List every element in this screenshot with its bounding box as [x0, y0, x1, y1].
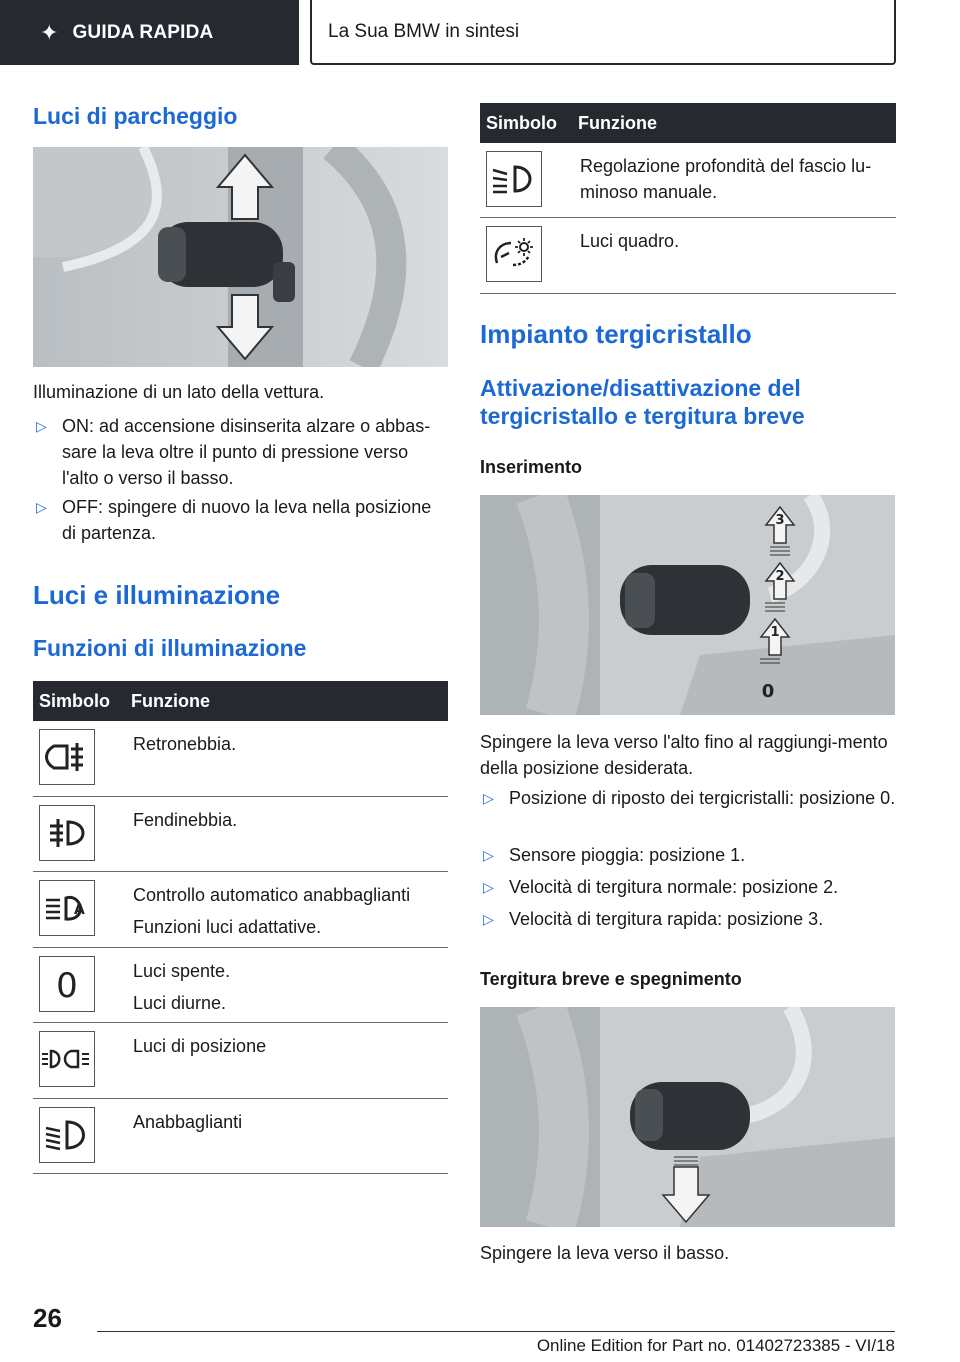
bullet-triangle-icon: ▷	[483, 879, 494, 895]
parking-lever-photo	[33, 147, 448, 367]
svg-text:A: A	[74, 902, 85, 918]
auto-high-beam-icon	[39, 880, 95, 936]
function-text: Anabbaglianti	[133, 1112, 243, 1132]
light-functions-table	[33, 681, 448, 1174]
lights-off-icon	[39, 956, 95, 1012]
parking-caption: Illuminazione di un lato della vettura.	[33, 382, 325, 402]
chapter-title: La Sua BMW in sintesi	[328, 20, 520, 42]
footer-divider	[97, 1331, 895, 1332]
insert-heading: Inserimento	[480, 457, 583, 477]
bullet-triangle-icon: ▷	[483, 847, 494, 863]
wiper-heading: Impianto tergicristallo	[480, 319, 752, 349]
col-function: Funzione	[578, 112, 657, 133]
parking-lights-heading: Luci di parcheggio	[33, 103, 238, 129]
function-text: Fendinebbia.	[133, 810, 238, 830]
function-text: Regolazione profondità del fascio lu-minoso manuale.	[580, 156, 872, 202]
bullet-triangle-icon: ▷	[36, 418, 47, 434]
svg-text:0: 0	[56, 966, 78, 1006]
function-text: Retronebbia.	[133, 734, 237, 754]
section-tab[interactable]	[0, 0, 299, 65]
function-text: Controllo automatico anabbaglianti	[133, 885, 411, 905]
bullet-triangle-icon: ▷	[483, 790, 494, 806]
position-label: 2	[775, 569, 785, 584]
table-row	[33, 1023, 448, 1099]
chapter-tab[interactable]	[310, 0, 896, 65]
insert-bullet: ▷ Velocità di tergitura rapida: posizione 3.	[480, 906, 896, 932]
light-functions-table-continued	[480, 103, 896, 294]
page-number: 26	[33, 1303, 62, 1333]
quick-guide-icon: ✦	[40, 19, 59, 45]
front-fog-light-icon	[39, 805, 95, 861]
col-symbol: Simbolo	[486, 112, 557, 133]
position-label: 3	[775, 513, 785, 528]
table-row	[33, 721, 448, 797]
parking-bullet-on: ▷ ON: ad accensione disinserita alzare o abbas-sare la leva oltre il punto di pressione verso l'alto o verso il basso.	[33, 413, 448, 491]
short-caption: Spingere la leva verso il basso.	[480, 1243, 730, 1263]
lights-heading: Luci e illuminazione	[33, 580, 281, 610]
table-row	[33, 1099, 448, 1174]
function-text: Luci spente.	[133, 961, 231, 981]
parking-bullet-off: ▷ OFF: spingere di nuovo la leva nella posizione di partenza.	[33, 494, 448, 546]
table-row	[480, 143, 896, 218]
wiper-short-photo	[480, 1007, 895, 1227]
position-label: 1	[770, 625, 780, 640]
wiper-insert-photo	[480, 495, 895, 715]
bullet-triangle-icon: ▷	[483, 911, 494, 927]
table-row	[33, 872, 448, 948]
function-text: Luci di posizione	[133, 1036, 267, 1056]
table-row	[480, 218, 896, 294]
headlight-range-icon	[486, 151, 542, 207]
position-label: 0	[761, 681, 775, 702]
table-row	[33, 948, 448, 1023]
short-wipe-heading: Tergitura breve e spegnimento	[480, 969, 742, 989]
table-header	[33, 681, 448, 721]
table-row	[33, 797, 448, 872]
col-symbol: Simbolo	[39, 690, 110, 711]
insert-bullet: ▷ Sensore pioggia: posizione 1.	[480, 842, 896, 868]
instrument-lighting-icon	[486, 226, 542, 282]
section-title: GUIDA RAPIDA	[72, 21, 214, 43]
edition-text: Online Edition for Part no. 01402723385 - VI/18	[536, 1336, 895, 1355]
wiper-subheading: Attivazione/disattivazione del tergicristallo e tergitura breve	[480, 375, 805, 429]
function-text: Luci diurne.	[133, 993, 227, 1013]
function-text: Funzioni luci adattative.	[133, 917, 322, 937]
insert-bullet: ▷ Velocità di tergitura normale: posizione 2.	[480, 874, 896, 900]
parking-lights-icon	[39, 1031, 95, 1087]
insert-caption: Spingere la leva verso l'alto fino al raggiungi-mento della posizione desiderata.	[480, 732, 888, 778]
light-functions-subheading: Funzioni di illuminazione	[33, 635, 307, 661]
low-beam-icon	[39, 1107, 95, 1163]
col-function: Funzione	[131, 690, 210, 711]
table-header	[480, 103, 896, 143]
rear-fog-light-icon	[39, 729, 95, 785]
function-text: Luci quadro.	[580, 231, 680, 251]
bullet-triangle-icon: ▷	[36, 499, 47, 515]
insert-bullet: ▷ Posizione di riposto dei tergicristalli: posizione 0.	[480, 785, 896, 811]
